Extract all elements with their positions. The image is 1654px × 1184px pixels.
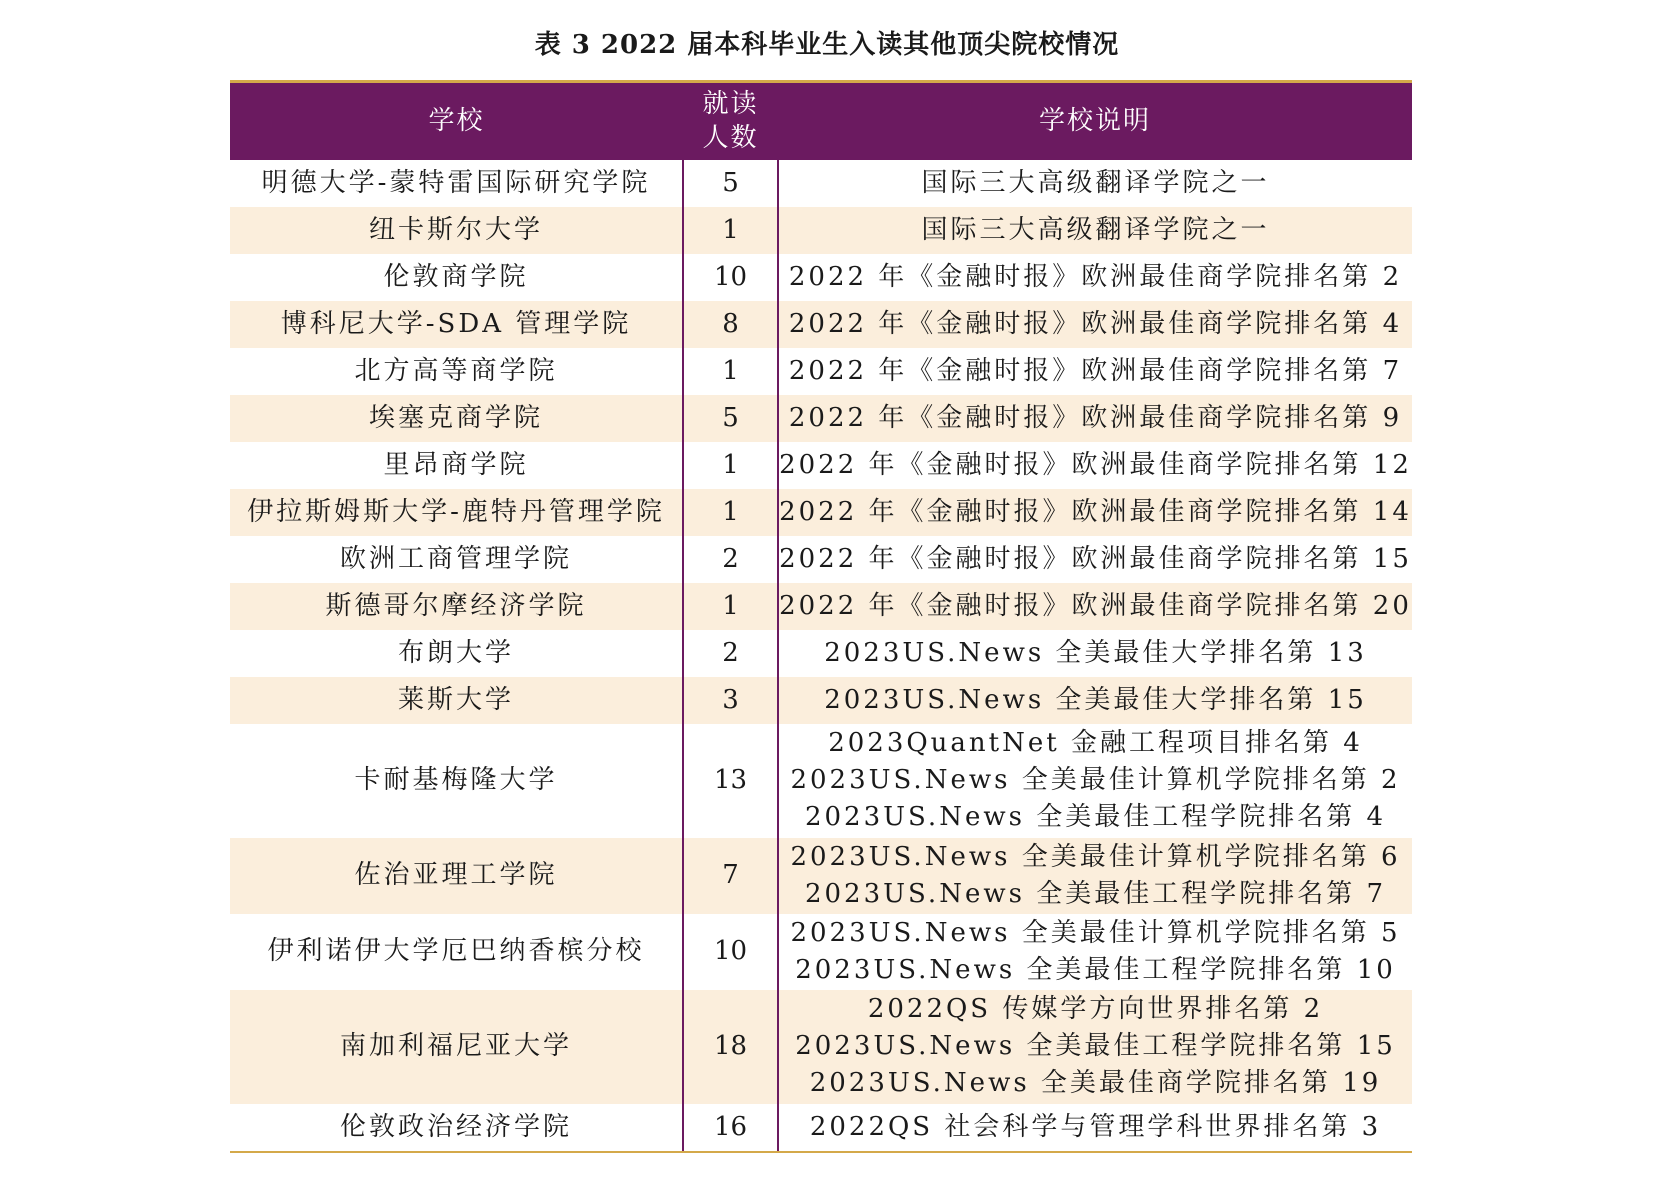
description-cell — [778, 254, 1412, 301]
description-line: 国际三大高级翻译学院之一 — [921, 214, 1270, 245]
table-row — [230, 677, 1412, 724]
school-cell: 欧洲工商管理学院 — [230, 536, 683, 583]
school-cell: 北方高等商学院 — [230, 348, 683, 395]
count-cell: 18 — [683, 990, 778, 1104]
count-cell: 3 — [683, 677, 778, 724]
description-line: 2022 年《金融时报》欧洲最佳商学院排名第 15 — [779, 543, 1412, 574]
count-cell: 2 — [683, 536, 778, 583]
description-cell — [778, 442, 1412, 489]
description-line: 2023US.News 全美最佳计算机学院排名第 6 — [790, 841, 1401, 872]
count-cell: 1 — [683, 442, 778, 489]
description-line: 2022 年《金融时报》欧洲最佳商学院排名第 4 — [788, 308, 1403, 339]
description-cell — [778, 630, 1412, 677]
count-cell: 1 — [683, 348, 778, 395]
table-header — [230, 82, 1412, 160]
description-line: 2022 年《金融时报》欧洲最佳商学院排名第 14 — [779, 496, 1412, 527]
school-cell: 布朗大学 — [230, 630, 683, 677]
description-cell — [778, 990, 1412, 1104]
description-line: 2023US.News 全美最佳商学院排名第 19 — [809, 1068, 1382, 1098]
table-row — [230, 160, 1412, 207]
description-cell — [778, 160, 1412, 207]
description-line: 2022QS 社会科学与管理学科世界排名第 3 — [809, 1111, 1382, 1142]
description-line: 2022 年《金融时报》欧洲最佳商学院排名第 12 — [779, 449, 1412, 480]
table-row — [230, 442, 1412, 489]
schools-table-container — [230, 80, 1412, 1153]
count-cell: 10 — [683, 254, 778, 301]
description-line: 国际三大高级翻译学院之一 — [921, 167, 1270, 198]
table-row — [230, 348, 1412, 395]
school-cell: 莱斯大学 — [230, 677, 683, 724]
description-line: 2022QS 传媒学方向世界排名第 2 — [867, 994, 1324, 1024]
table-row — [230, 724, 1412, 838]
description-cell — [778, 348, 1412, 395]
description-cell — [778, 301, 1412, 348]
description-line: 2023US.News 全美最佳大学排名第 15 — [824, 684, 1367, 715]
count-cell: 13 — [683, 724, 778, 838]
table-row — [230, 207, 1412, 254]
description-cell — [778, 677, 1412, 724]
table-row — [230, 630, 1412, 677]
table-row — [230, 990, 1412, 1104]
school-cell: 南加利福尼亚大学 — [230, 990, 683, 1104]
school-cell: 纽卡斯尔大学 — [230, 207, 683, 254]
table-row — [230, 395, 1412, 442]
description-line: 2023US.News 全美最佳计算机学院排名第 5 — [790, 917, 1401, 948]
description-cell — [778, 395, 1412, 442]
description-line: 2022 年《金融时报》欧洲最佳商学院排名第 7 — [788, 355, 1403, 386]
table-row — [230, 583, 1412, 630]
description-line: 2023US.News 全美最佳工程学院排名第 4 — [804, 802, 1387, 832]
table-row — [230, 838, 1412, 914]
table-row — [230, 489, 1412, 536]
header-count — [683, 82, 778, 160]
description-cell — [778, 838, 1412, 914]
school-cell: 里昂商学院 — [230, 442, 683, 489]
description-cell — [778, 914, 1412, 990]
table-row — [230, 536, 1412, 583]
description-line: 2023US.News 全美最佳工程学院排名第 7 — [804, 878, 1387, 909]
count-cell: 10 — [683, 914, 778, 990]
school-cell: 伦敦商学院 — [230, 254, 683, 301]
table-body — [230, 160, 1412, 1151]
table-row — [230, 914, 1412, 990]
count-cell: 1 — [683, 207, 778, 254]
table-bottom-rule — [230, 1151, 1412, 1153]
school-cell: 伊利诺伊大学厄巴纳香槟分校 — [230, 914, 683, 990]
table-row — [230, 254, 1412, 301]
school-cell: 卡耐基梅隆大学 — [230, 724, 683, 838]
description-line: 2022 年《金融时报》欧洲最佳商学院排名第 20 — [779, 590, 1412, 621]
school-cell: 斯德哥尔摩经济学院 — [230, 583, 683, 630]
header-description: 学校说明 — [1038, 106, 1151, 137]
count-cell: 2 — [683, 630, 778, 677]
description-cell — [778, 489, 1412, 536]
count-cell: 16 — [683, 1104, 778, 1151]
description-line: 2023QuantNet 金融工程项目排名第 4 — [828, 728, 1363, 758]
description-cell — [778, 207, 1412, 254]
description-line: 2023US.News 全美最佳大学排名第 13 — [824, 637, 1367, 668]
school-cell: 伊拉斯姆斯大学-鹿特丹管理学院 — [230, 489, 683, 536]
description-line: 2023US.News 全美最佳计算机学院排名第 2 — [790, 765, 1401, 795]
table-row — [230, 301, 1412, 348]
description-line: 2022 年《金融时报》欧洲最佳商学院排名第 9 — [788, 402, 1403, 433]
count-cell: 1 — [683, 583, 778, 630]
school-cell: 佐治亚理工学院 — [230, 838, 683, 914]
description-cell — [778, 583, 1412, 630]
count-cell: 5 — [683, 395, 778, 442]
count-cell: 1 — [683, 489, 778, 536]
count-cell: 8 — [683, 301, 778, 348]
header-count-line2: 人数 — [702, 123, 759, 154]
table-row — [230, 1104, 1412, 1151]
description-cell — [778, 724, 1412, 838]
schools-table — [230, 80, 1412, 1151]
header-school: 学校 — [428, 106, 485, 137]
header-count-line1: 就读 — [702, 89, 759, 120]
description-cell — [778, 536, 1412, 583]
description-line: 2023US.News 全美最佳工程学院排名第 10 — [795, 954, 1396, 985]
description-line: 2023US.News 全美最佳工程学院排名第 15 — [795, 1031, 1396, 1061]
count-cell: 5 — [683, 160, 778, 207]
header-row — [230, 82, 1412, 160]
school-cell: 伦敦政治经济学院 — [230, 1104, 683, 1151]
school-cell: 埃塞克商学院 — [230, 395, 683, 442]
table-caption: 表 3 2022 届本科毕业生入读其他顶尖院校情况 — [534, 30, 1120, 60]
count-cell: 7 — [683, 838, 778, 914]
school-cell: 博科尼大学-SDA 管理学院 — [230, 301, 683, 348]
school-cell: 明德大学-蒙特雷国际研究学院 — [230, 160, 683, 207]
description-line: 2022 年《金融时报》欧洲最佳商学院排名第 2 — [788, 261, 1403, 292]
description-cell — [778, 1104, 1412, 1151]
